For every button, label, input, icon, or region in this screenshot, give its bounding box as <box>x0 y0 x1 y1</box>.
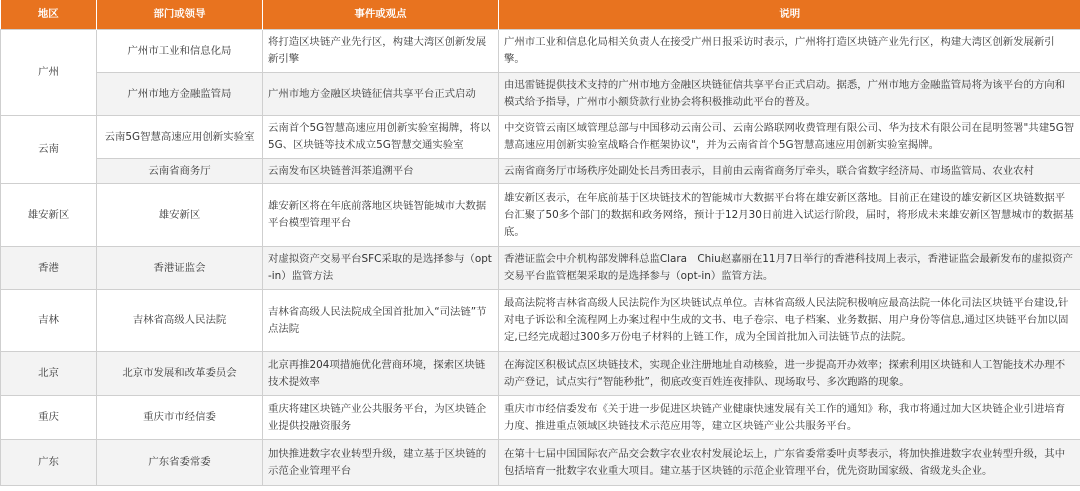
dept-cell: 重庆市市经信委 <box>97 396 263 440</box>
dept-cell: 广州市地方金融监管局 <box>97 73 263 116</box>
dept-cell: 吉林省高级人民法院 <box>97 290 263 352</box>
event-cell: 雄安新区将在年底前落地区块链智能城市大数据平台模型管理平台 <box>263 184 499 247</box>
table-row <box>1 396 1080 440</box>
region-cell: 重庆 <box>1 396 97 440</box>
note-cell: 在海淀区积极试点区块链技术，实现企业注册地址自动核验，进一步提高开办效率；探索利用区块链和人工智能技术办理不动产登记，试点实行“智能秒批”，彻底改变百姓连夜排队、现场取号、多次跑路的现象。 <box>499 352 1080 396</box>
dept-cell: 香港证监会 <box>97 247 263 290</box>
region-cell: 雄安新区 <box>1 184 97 247</box>
region-cell: 香港 <box>1 247 97 290</box>
table-row <box>1 73 1080 116</box>
dept-cell: 北京市发展和改革委员会 <box>97 352 263 396</box>
event-cell: 重庆将建区块链产业公共服务平台，为区块链企业提供投融资服务 <box>263 396 499 440</box>
table-row <box>1 440 1080 486</box>
table-row <box>1 352 1080 396</box>
event-cell: 云南发布区块链普洱茶追溯平台 <box>263 159 499 184</box>
dept-cell: 云南省商务厅 <box>97 159 263 184</box>
note-cell: 香港证监会中介机构部发牌科总监Clara Chiu赵嘉丽在11月7日举行的香港科技周上表示，香港证监会最新发布的虚拟资产交易平台监管框架采取的是选择参与（opt-in）监管方法。 <box>499 247 1080 290</box>
note-cell: 在第十七届中国国际农产品交会数字农业农村发展论坛上，广东省委常委叶贞琴表示，将加快推进数字农业转型升级，其中包括培育一批数字农业重大项目。建立基于区块链的示范企业管理平台，优先资助国家级、省级龙头企业。 <box>499 440 1080 486</box>
event-cell: 云南首个5G智慧高速应用创新实验室揭牌，将以5G、区块链等技术成立5G智慧交通实验室 <box>263 116 499 159</box>
header-region: 地区 <box>1 0 97 30</box>
dept-cell: 雄安新区 <box>97 184 263 247</box>
note-cell: 广州市工业和信息化局相关负责人在接受广州日报采访时表示，广州将打造区块链产业先行区，构建大湾区创新发展新引擎。 <box>499 30 1080 73</box>
region-cell: 吉林 <box>1 290 97 352</box>
table-row <box>1 116 1080 159</box>
note-cell: 雄安新区表示，在年底前基于区块链技术的智能城市大数据平台将在雄安新区落地。目前正在建设的雄安新区区块链数据平台汇聚了50多个部门的数据和政务网络，预计于12月30日前进入试运行阶段，届时，将形成未来雄安新区智慧城市的数据基底。 <box>499 184 1080 247</box>
region-cell: 广州 <box>1 30 97 116</box>
note-cell: 中交资管云南区域管理总部与中国移动云南公司、云南公路联网收费管理有限公司、华为技术有限公司在昆明签署"共建5G智慧高速应用创新实验室战略合作框架协议"，并为云南省首个5G智慧高速应用创新实验室揭牌。 <box>499 116 1080 159</box>
table-row <box>1 290 1080 352</box>
region-cell: 云南 <box>1 116 97 184</box>
note-cell: 最高法院将吉林省高级人民法院作为区块链试点单位。吉林省高级人民法院积极响应最高法院一体化司法区块链平台建设,针对电子诉讼和全流程网上办案过程中生成的文书、电子卷宗、电子档案、业务数据、用户身份等信息,通过区块链平台加以固定,已经完成超过300多万份电子材料的上链工作，成为全国首批加入司法链节点的法院。 <box>499 290 1080 352</box>
note-cell: 云南省商务厅市场秩序处副处长吕秀田表示，目前由云南省商务厅牵头，联合省数字经济局、市场监管局、农业农村 <box>499 159 1080 184</box>
dept-cell: 广州市工业和信息化局 <box>97 30 263 73</box>
region-cell: 北京 <box>1 352 97 396</box>
header-note: 说明 <box>499 0 1080 30</box>
event-cell: 吉林省高级人民法院成全国首批加入“司法链”节点法院 <box>263 290 499 352</box>
table-row <box>1 184 1080 247</box>
note-cell: 由迅雷链提供技术支持的广州市地方金融区块链征信共享平台正式启动。据悉，广州市地方金融监管局将为该平台的方向和模式给予指导，广州市小额贷款行业协会将积极推动此平台的普及。 <box>499 73 1080 116</box>
event-cell: 加快推进数字农业转型升级，建立基于区块链的示范企业管理平台 <box>263 440 499 486</box>
event-cell: 对虚拟资产交易平台SFC采取的是选择参与（opt-in）监管方法 <box>263 247 499 290</box>
header-dept: 部门或领导 <box>97 0 263 30</box>
table-row <box>1 247 1080 290</box>
event-cell: 将打造区块链产业先行区，构建大湾区创新发展新引擎 <box>263 30 499 73</box>
event-cell: 广州市地方金融区块链征信共享平台正式启动 <box>263 73 499 116</box>
dept-cell: 广东省委常委 <box>97 440 263 486</box>
dept-cell: 云南5G智慧高速应用创新实验室 <box>97 116 263 159</box>
note-cell: 重庆市市经信委发布《关于进一步促进区块链产业健康快速发展有关工作的通知》称，我市将通过加大区块链企业引进培育力度、推进重点领域区块链技术示范应用等，建立区块链产业公共服务平台。 <box>499 396 1080 440</box>
header-row <box>1 0 1080 30</box>
header-event: 事件或观点 <box>263 0 499 30</box>
table-row <box>1 159 1080 184</box>
region-cell: 广东 <box>1 440 97 486</box>
table-row <box>1 30 1080 73</box>
event-cell: 北京再推204项措施优化营商环境，探索区块链技术提效率 <box>263 352 499 396</box>
